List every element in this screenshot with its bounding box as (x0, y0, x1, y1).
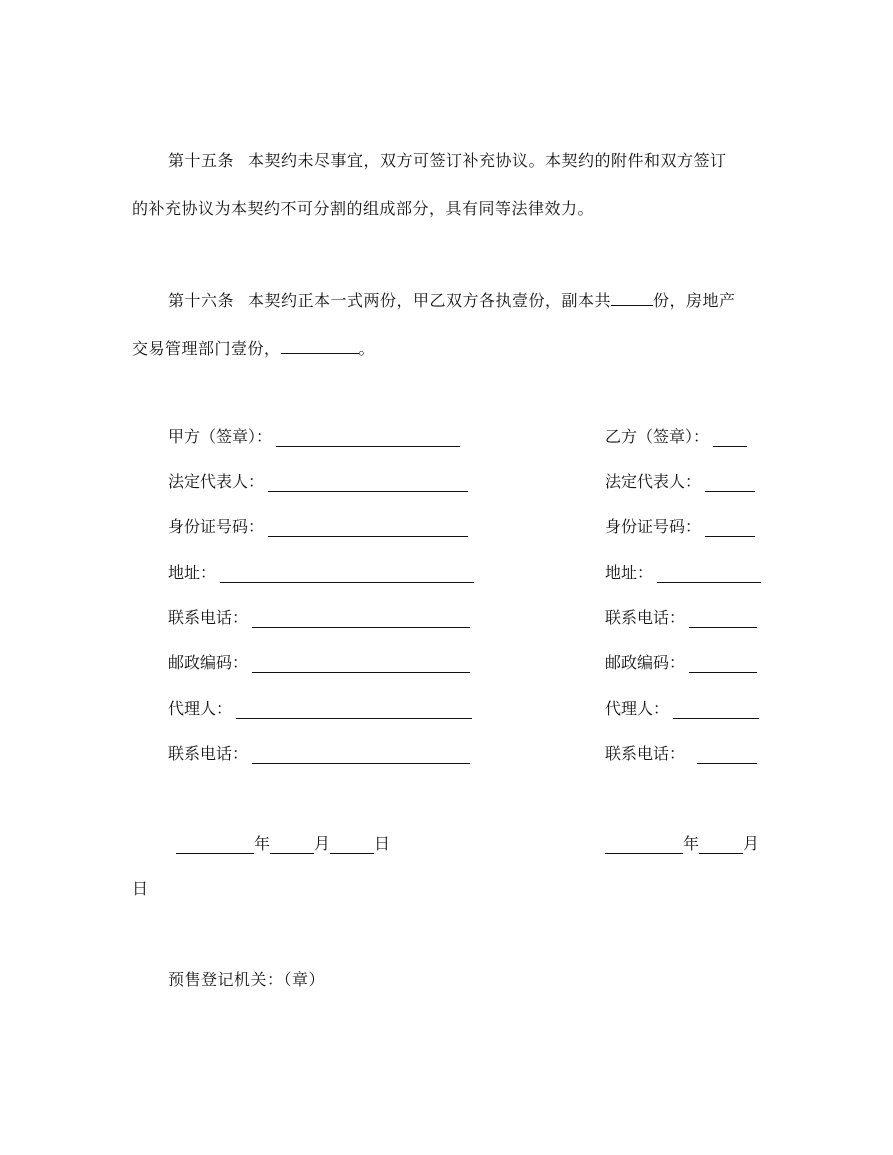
article-15-line-1 (168, 151, 727, 171)
article-16-text-2a: 交易管理部门壹份， (132, 339, 281, 358)
party-a-day-label: 日 (374, 834, 391, 853)
copies-blank[interactable] (611, 291, 653, 306)
party-b-year-field[interactable] (605, 837, 683, 854)
party-a-agent-row (168, 699, 472, 719)
article-16-text-2b: 。 (358, 339, 376, 358)
party-b-postcode-field[interactable] (689, 656, 757, 673)
party-a-postcode-row (168, 653, 470, 673)
article-16-text-1b: 份，房地产 (653, 291, 736, 310)
party-a-seal-field[interactable] (276, 430, 460, 447)
article-15-line-2: 的补充协议为本契约不可分割的组成部分，具有同等法律效力。 (132, 199, 595, 218)
party-a-month-field[interactable] (270, 837, 314, 854)
party-a-agent-phone-label: 联系电话： (168, 744, 249, 763)
party-a-seal-row (168, 427, 460, 447)
party-b-agent-phone-label: 联系电话： (605, 744, 686, 763)
party-a-legal-rep-label: 法定代表人： (168, 472, 265, 491)
party-a-legal-rep-field[interactable] (268, 475, 468, 492)
party-b-id-field[interactable] (705, 520, 755, 537)
party-b-address-row (605, 563, 761, 583)
party-b-month-field[interactable] (699, 837, 743, 854)
party-b-agent-row (605, 699, 759, 719)
party-a-year-field[interactable] (176, 837, 254, 854)
party-b-agent-phone-row (605, 744, 757, 764)
party-a-phone-field[interactable] (252, 611, 470, 628)
party-b-agent-field[interactable] (673, 702, 759, 719)
party-b-postcode-label: 邮政编码： (605, 653, 686, 672)
other-copy-blank[interactable] (281, 339, 359, 354)
party-b-phone-row (605, 608, 757, 628)
party-b-legal-rep-label: 法定代表人： (605, 472, 702, 491)
party-b-postcode-row (605, 653, 757, 673)
party-a-address-field[interactable] (220, 566, 474, 583)
party-a-agent-phone-row (168, 744, 470, 764)
party-a-year-label: 年 (254, 834, 271, 853)
party-a-id-field[interactable] (268, 520, 468, 537)
article-16-line-1 (168, 291, 736, 311)
party-a-postcode-field[interactable] (252, 656, 470, 673)
party-a-month-label: 月 (314, 834, 331, 853)
party-b-date-row (605, 834, 759, 854)
party-b-phone-label: 联系电话： (605, 608, 686, 627)
party-b-phone-field[interactable] (689, 611, 757, 628)
party-b-id-label: 身份证号码： (605, 517, 702, 536)
party-a-postcode-label: 邮政编码： (168, 653, 249, 672)
party-b-legal-rep-row (605, 472, 755, 492)
party-b-legal-rep-field[interactable] (705, 475, 755, 492)
party-a-agent-phone-field[interactable] (252, 747, 470, 764)
article-16-line-2 (132, 339, 375, 359)
party-a-agent-label: 代理人： (168, 699, 233, 718)
party-b-seal-field[interactable] (713, 430, 747, 447)
party-a-date-row (176, 834, 390, 854)
party-b-day-label: 日 (132, 879, 149, 898)
party-b-id-row (605, 517, 755, 537)
party-a-legal-rep-row (168, 472, 468, 492)
party-b-address-field[interactable] (657, 566, 761, 583)
party-b-agent-label: 代理人： (605, 699, 670, 718)
party-a-id-row (168, 517, 468, 537)
party-b-year-label: 年 (683, 834, 700, 853)
article-15-label: 第十五条 (168, 151, 235, 170)
party-a-day-field[interactable] (330, 837, 374, 854)
registry-seal-label: 预售登记机关：（章） (168, 970, 326, 989)
party-b-seal-label: 乙方（签章）： (605, 427, 710, 446)
party-a-agent-field[interactable] (236, 702, 472, 719)
party-a-address-row (168, 563, 474, 583)
article-15-text-1: 本契约未尽事宜，双方可签订补充协议。本契约的附件和双方签订 (248, 151, 727, 170)
article-16-text-1a: 本契约正本一式两份，甲乙双方各执壹份，副本共 (248, 291, 612, 310)
party-a-seal-label: 甲方（签章）： (168, 427, 273, 446)
party-a-address-label: 地址： (168, 563, 217, 582)
party-b-address-label: 地址： (605, 563, 654, 582)
party-b-seal-row (605, 427, 747, 447)
article-16-label: 第十六条 (168, 291, 235, 310)
party-a-phone-row (168, 608, 470, 628)
party-b-month-label: 月 (743, 834, 760, 853)
party-b-agent-phone-field[interactable] (697, 747, 757, 764)
party-a-id-label: 身份证号码： (168, 517, 265, 536)
party-a-phone-label: 联系电话： (168, 608, 249, 627)
